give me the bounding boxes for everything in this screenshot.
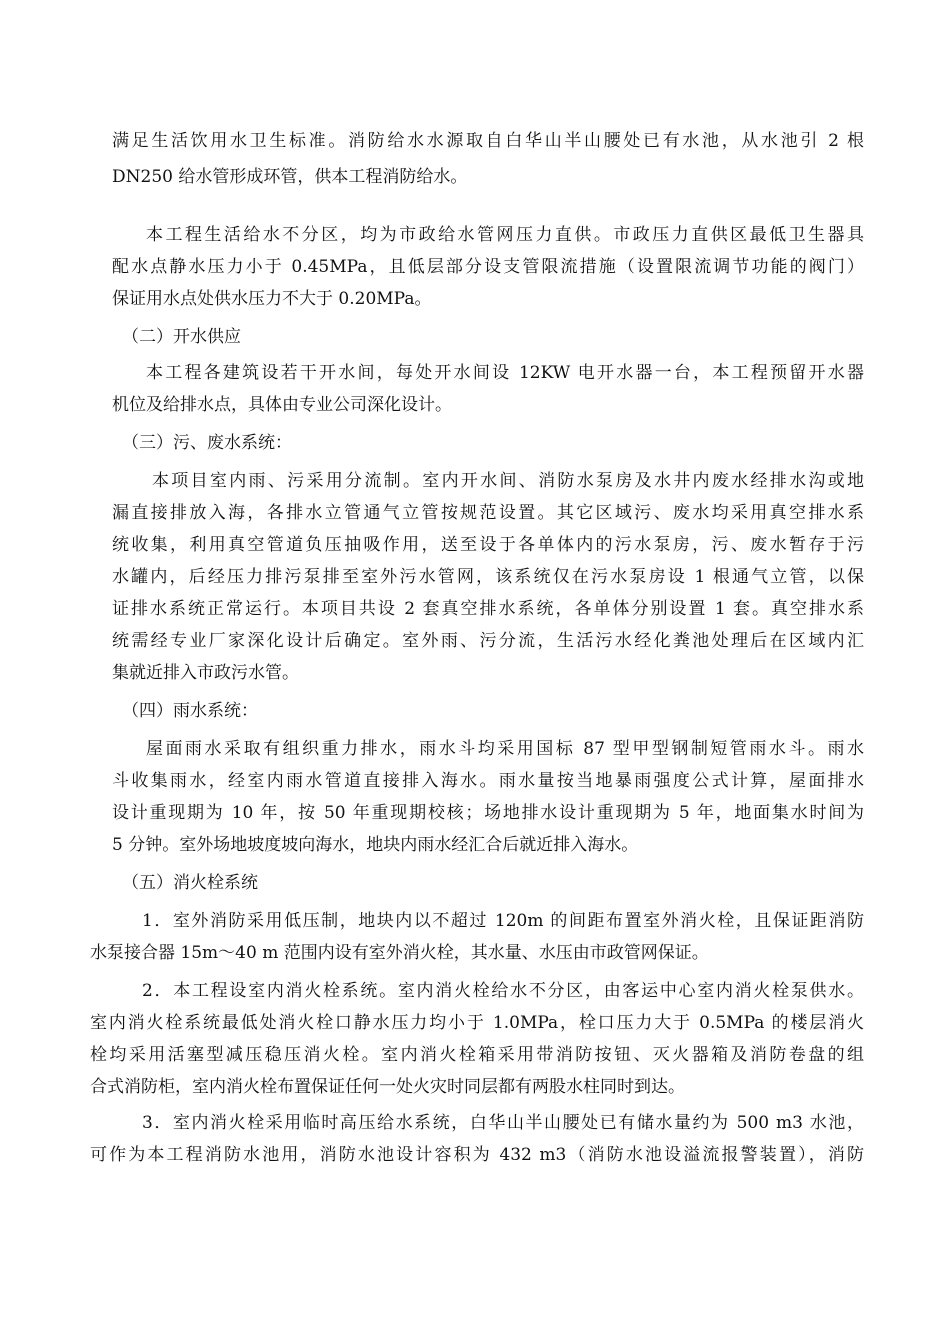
text-line: 可作为本工程消防水池用，消防水池设计容积为 432 m3（消防水池设溢流报警装置），消防	[90, 1145, 864, 1165]
text-line: 5 分钟。室外场地坡度坡向海水，地块内雨水经汇合后就近排入海水。	[112, 835, 639, 855]
text-line: 水泵接合器 15m～40 m 范围内设有室外消火栓，其水量、水压由市政管网保证。	[90, 943, 709, 963]
text-line: 漏直接排放入海，各排水立管通气立管按规范设置。其它区域污、废水均采用真空排水系	[112, 503, 864, 523]
text-line: 配水点静水压力小于 0.45MPa，且低层部分设支管限流措施（设置限流调节功能的阀门）	[112, 257, 864, 277]
text-line: 满足生活饮用水卫生标准。消防给水水源取自白华山半山腰处已有水池，从水池引 2 根	[112, 131, 864, 151]
text-line: 证排水系统正常运行。本项目共设 2 套真空排水系统，各单体分别设置 1 套。真空排水系	[112, 599, 864, 619]
text-line: 本工程生活给水不分区，均为市政给水管网压力直供。市政压力直供区最低卫生器具	[146, 225, 864, 245]
text-line: （五）消火栓系统	[122, 873, 258, 893]
text-line: （二）开水供应	[122, 327, 241, 347]
text-line: 设计重现期为 10 年，按 50 年重现期校核；场地排水设计重现期为 5 年，地面集水时间为	[112, 803, 864, 823]
text-line: 3．室内消火栓采用临时高压给水系统，白华山半山腰处已有储水量约为 500 m3 水池，	[142, 1113, 864, 1133]
text-line: 斗收集雨水，经室内雨水管道直接排入海水。雨水量按当地暴雨强度公式计算，屋面排水	[112, 771, 864, 791]
text-line: 集就近排入市政污水管。	[112, 663, 299, 683]
text-line: 水罐内，后经压力排污泵排至室外污水管网，该系统仅在污水泵房设 1 根通气立管，以保	[112, 567, 864, 587]
text-line: 2．本工程设室内消火栓系统。室内消火栓给水不分区，由客运中心室内消火栓泵供水。	[142, 981, 864, 1001]
text-line: 保证用水点处供水压力不大于 0.20MPa。	[112, 289, 432, 309]
text-line: 屋面雨水采取有组织重力排水，雨水斗均采用国标 87 型甲型钢制短管雨水斗。雨水	[146, 739, 864, 759]
text-line: 室内消火栓系统最低处消火栓口静水压力均小于 1.0MPa，栓口压力大于 0.5MPa 的楼层消火	[90, 1013, 864, 1033]
text-line: DN250 给水管形成环管，供本工程消防给水。	[112, 167, 468, 187]
text-line: 机位及给排水点，具体由专业公司深化设计。	[112, 395, 452, 415]
text-line: 统需经专业厂家深化设计后确定。室外雨、污分流，生活污水经化粪池处理后在区域内汇	[112, 631, 864, 651]
text-line: 统收集，利用真空管道负压抽吸作用，送至设于各单体内的污水泵房，污、废水暂存于污	[112, 535, 864, 555]
text-line: （四）雨水系统：	[122, 701, 258, 721]
text-line: 本项目室内雨、污采用分流制。室内开水间、消防水泵房及水井内废水经排水沟或地	[152, 471, 864, 491]
text-line: 合式消防柜，室内消火栓布置保证任何一处火灾时同层都有两股水柱同时到达。	[90, 1077, 685, 1097]
text-line: （三）污、废水系统：	[122, 433, 292, 453]
text-line: 1．室外消防采用低压制，地块内以不超过 120m 的间距布置室外消火栓，且保证距消防	[142, 911, 864, 931]
text-line: 栓均采用活塞型减压稳压消火栓。室内消火栓箱采用带消防按钮、灭火器箱及消防卷盘的组	[90, 1045, 864, 1065]
text-line: 本工程各建筑设若干开水间，每处开水间设 12KW 电开水器一台，本工程预留开水器	[146, 363, 864, 383]
